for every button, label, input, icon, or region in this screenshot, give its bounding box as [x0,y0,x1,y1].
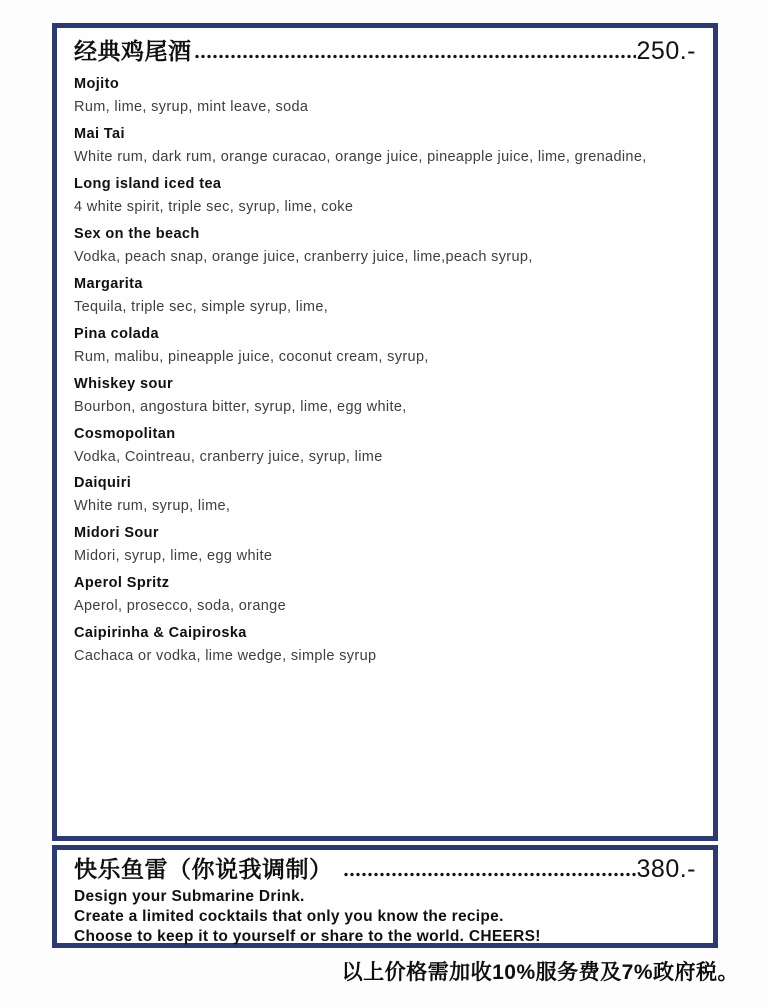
cocktail-item [74,526,696,565]
cocktail-name: Cosmopolitan [74,425,176,442]
cocktail-item [74,127,696,166]
submarine-drink-section [52,845,718,948]
cocktail-ingredients: Cachaca or vodka, lime wedge, simple syrup [74,648,377,664]
submarine-section-header [74,856,696,882]
cocktail-item [74,427,696,466]
cocktail-name: Aperol Spritz [74,575,170,592]
cocktail-name: Whiskey sour [74,375,174,392]
dotted-leader [343,872,636,877]
cocktail-ingredients: 4 white spirit, triple sec, syrup, lime, coke [74,199,354,216]
cocktail-item [74,626,696,665]
cocktail-item [74,576,696,615]
cocktail-name: Daiquiri [74,475,132,492]
submarine-description-line: Choose to keep it to yourself or share to the world. CHEERS! [74,928,541,946]
submarine-description [74,887,696,946]
dotted-leader [194,54,636,59]
cocktail-name: Long island iced tea [74,176,222,193]
cocktail-name: Margarita [74,275,143,292]
cocktail-item [74,177,696,216]
cocktail-ingredients: Aperol, prosecco, soda, orange [74,598,287,615]
cocktail-ingredients: White rum, syrup, lime, [74,498,231,515]
cocktail-name: Mojito [74,76,120,93]
submarine-description-line: Create a limited cocktails that only you know the recipe. [74,908,504,926]
cocktail-item [74,377,696,416]
cocktail-ingredients: Vodka, peach snap, orange juice, cranberry juice, lime,peach syrup, [74,249,533,265]
cocktail-name: Pina colada [74,325,159,342]
classic-section-header [74,38,696,64]
submarine-section-price: 380.- [636,855,696,884]
classic-cocktails-section [52,23,718,841]
cocktail-item [74,476,696,515]
cocktail-item [74,227,696,266]
cocktail-ingredients: Rum, malibu, pineapple juice, coconut cream, syrup, [74,348,429,365]
service-charge-note: 以上价格需加收10%服务费及7%政府税。 [341,961,739,984]
cocktail-item [74,277,696,316]
cocktail-item [74,77,696,116]
submarine-description-line: Design your Submarine Drink. [74,888,305,906]
cocktail-ingredients: Vodka, Cointreau, cranberry juice, syrup, lime [74,448,383,465]
cocktail-list [74,77,696,665]
cocktail-ingredients: Bourbon, angostura bitter, syrup, lime, egg white, [74,398,407,415]
submarine-section-title: 快乐鱼雷（你说我调制） [74,856,333,882]
classic-section-price: 250.- [636,37,696,66]
cocktail-ingredients: Rum, lime, syrup, mint leave, soda [74,99,309,116]
cocktail-name: Sex on the beach [74,226,200,243]
cocktail-ingredients: Tequila, triple sec, simple syrup, lime, [74,298,329,315]
cocktail-name: Midori Sour [74,525,159,542]
cocktail-ingredients: Midori, syrup, lime, egg white [74,548,273,565]
cocktail-name: Caipirinha & Caipiroska [74,625,247,642]
cocktail-ingredients: White rum, dark rum, orange curacao, orange juice, pineapple juice, lime, grenadine, [74,149,647,166]
cocktail-name: Mai Tai [74,126,125,143]
classic-section-title: 经典鸡尾酒 [74,38,192,64]
cocktail-item [74,327,696,366]
